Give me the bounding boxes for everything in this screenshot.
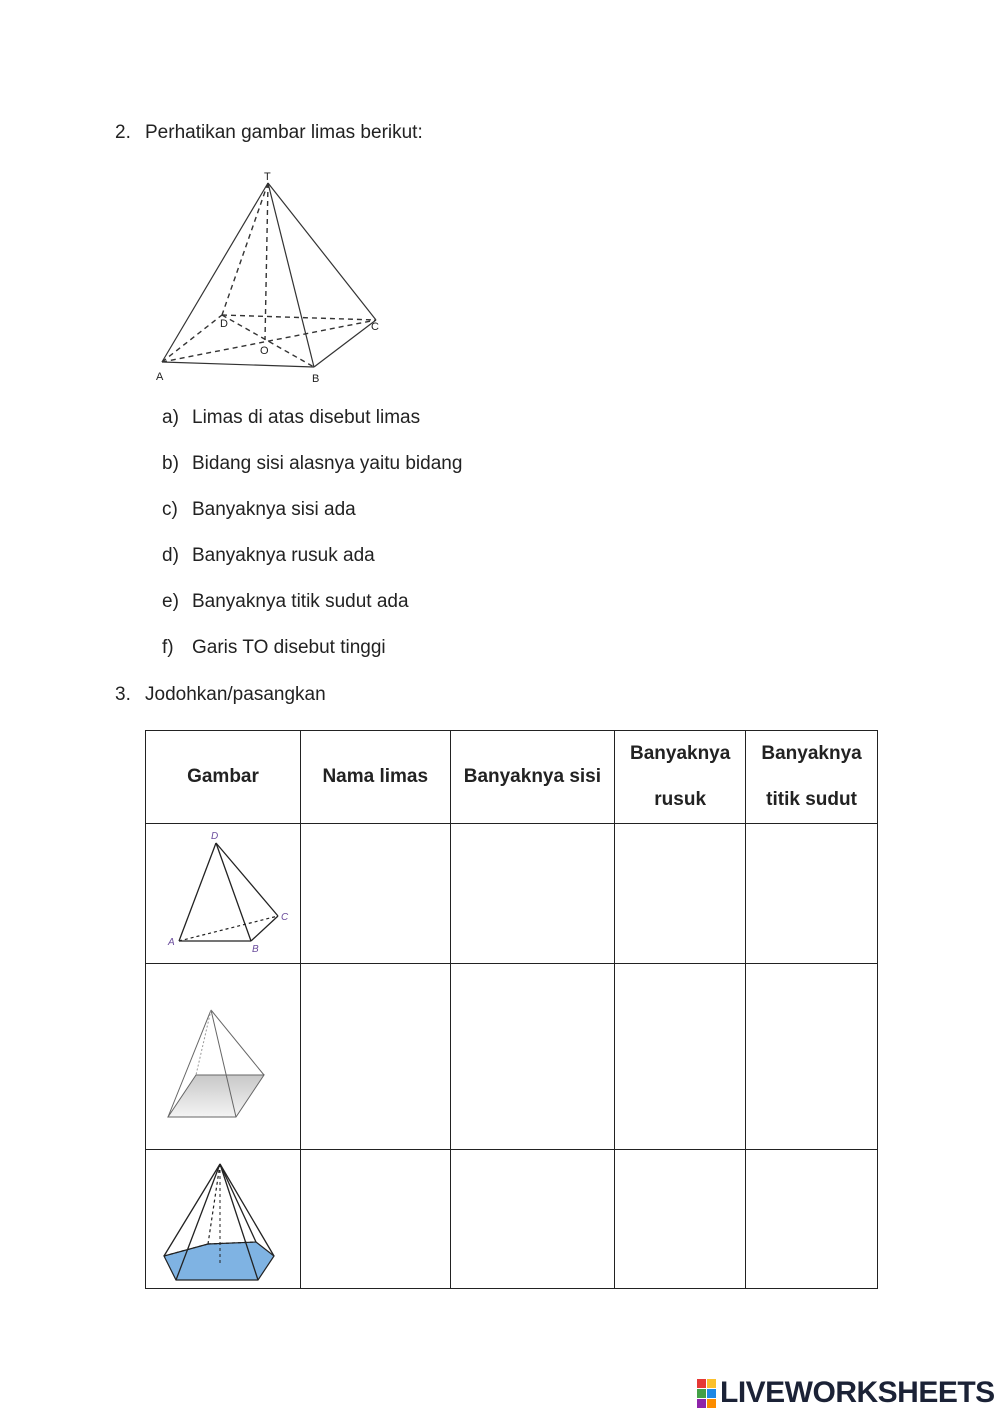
cell-nama-limas[interactable] <box>300 964 450 1150</box>
label-C: C <box>371 321 379 333</box>
item-text: Bidang sisi alasnya yaitu bidang <box>192 453 463 474</box>
liveworksheets-logo <box>697 1377 995 1409</box>
cell-banyaknya-rusuk[interactable] <box>615 964 746 1150</box>
header-line: rusuk <box>654 789 707 810</box>
cell-nama-limas[interactable] <box>300 824 450 964</box>
item-letter: d) <box>162 545 179 566</box>
header-row <box>146 731 878 824</box>
cell-image <box>146 824 301 964</box>
logo-grid-icon <box>697 1379 716 1408</box>
cell-banyaknya-rusuk[interactable] <box>615 1150 746 1289</box>
header-banyaknya-rusuk <box>615 731 746 824</box>
item-text: Banyaknya sisi ada <box>192 499 356 520</box>
label-B: B <box>312 373 320 385</box>
item-text: Banyaknya titik sudut ada <box>192 591 409 612</box>
square-pyramid-figure <box>146 967 296 1147</box>
header-banyaknya-sisi: Banyaknya sisi <box>450 731 615 824</box>
label-A: A <box>168 937 175 948</box>
logo-text: LIVEWORKSHEETS <box>720 1376 995 1409</box>
triangular-pyramid-figure <box>146 826 296 961</box>
label-D: D <box>220 318 228 330</box>
item-d <box>162 545 375 567</box>
table-row <box>146 824 878 964</box>
header-banyaknya-titik-sudut <box>746 731 878 824</box>
item-b <box>162 453 462 475</box>
label-A: A <box>156 371 164 383</box>
item-text: Limas di atas disebut limas <box>192 407 421 428</box>
matching-table <box>145 730 878 1289</box>
item-text: Garis TO disebut tinggi <box>192 637 386 658</box>
header-line: titik sudut <box>766 789 857 810</box>
item-letter: b) <box>162 453 179 474</box>
table-row <box>146 964 878 1150</box>
pyramid-figure <box>150 165 390 390</box>
cell-banyaknya-titik-sudut[interactable] <box>746 1150 878 1289</box>
item-letter: f) <box>162 637 174 658</box>
header-nama-limas: Nama limas <box>300 731 450 824</box>
cell-image <box>146 964 301 1150</box>
cell-banyaknya-rusuk[interactable] <box>615 824 746 964</box>
question-text: Perhatikan gambar limas berikut: <box>145 122 423 143</box>
table-row <box>146 1150 878 1289</box>
question-3 <box>115 684 326 706</box>
item-letter: a) <box>162 407 179 428</box>
item-text: Banyaknya rusuk ada <box>192 545 375 566</box>
question-number: 3. <box>115 684 131 705</box>
item-a <box>162 407 420 429</box>
cell-nama-limas[interactable] <box>300 1150 450 1289</box>
label-C: C <box>281 912 289 923</box>
label-D: D <box>211 831 219 842</box>
cell-banyaknya-titik-sudut[interactable] <box>746 964 878 1150</box>
item-e <box>162 591 409 613</box>
item-c <box>162 499 356 521</box>
header-gambar: Gambar <box>146 731 301 824</box>
header-line: Banyaknya <box>629 743 731 764</box>
cell-image <box>146 1150 301 1289</box>
header-line: Banyaknya <box>761 743 862 764</box>
cell-banyaknya-sisi[interactable] <box>450 824 615 964</box>
hexagonal-pyramid-figure <box>146 1152 296 1286</box>
label-B: B <box>252 944 259 955</box>
item-letter: c) <box>162 499 178 520</box>
question-text: Jodohkan/pasangkan <box>145 684 326 705</box>
label-T: T <box>264 171 271 183</box>
cell-banyaknya-sisi[interactable] <box>450 1150 615 1289</box>
question-number: 2. <box>115 122 131 143</box>
question-2 <box>115 122 423 144</box>
cell-banyaknya-titik-sudut[interactable] <box>746 824 878 964</box>
label-O: O <box>260 345 269 357</box>
item-letter: e) <box>162 591 179 612</box>
item-f <box>162 637 386 659</box>
cell-banyaknya-sisi[interactable] <box>450 964 615 1150</box>
